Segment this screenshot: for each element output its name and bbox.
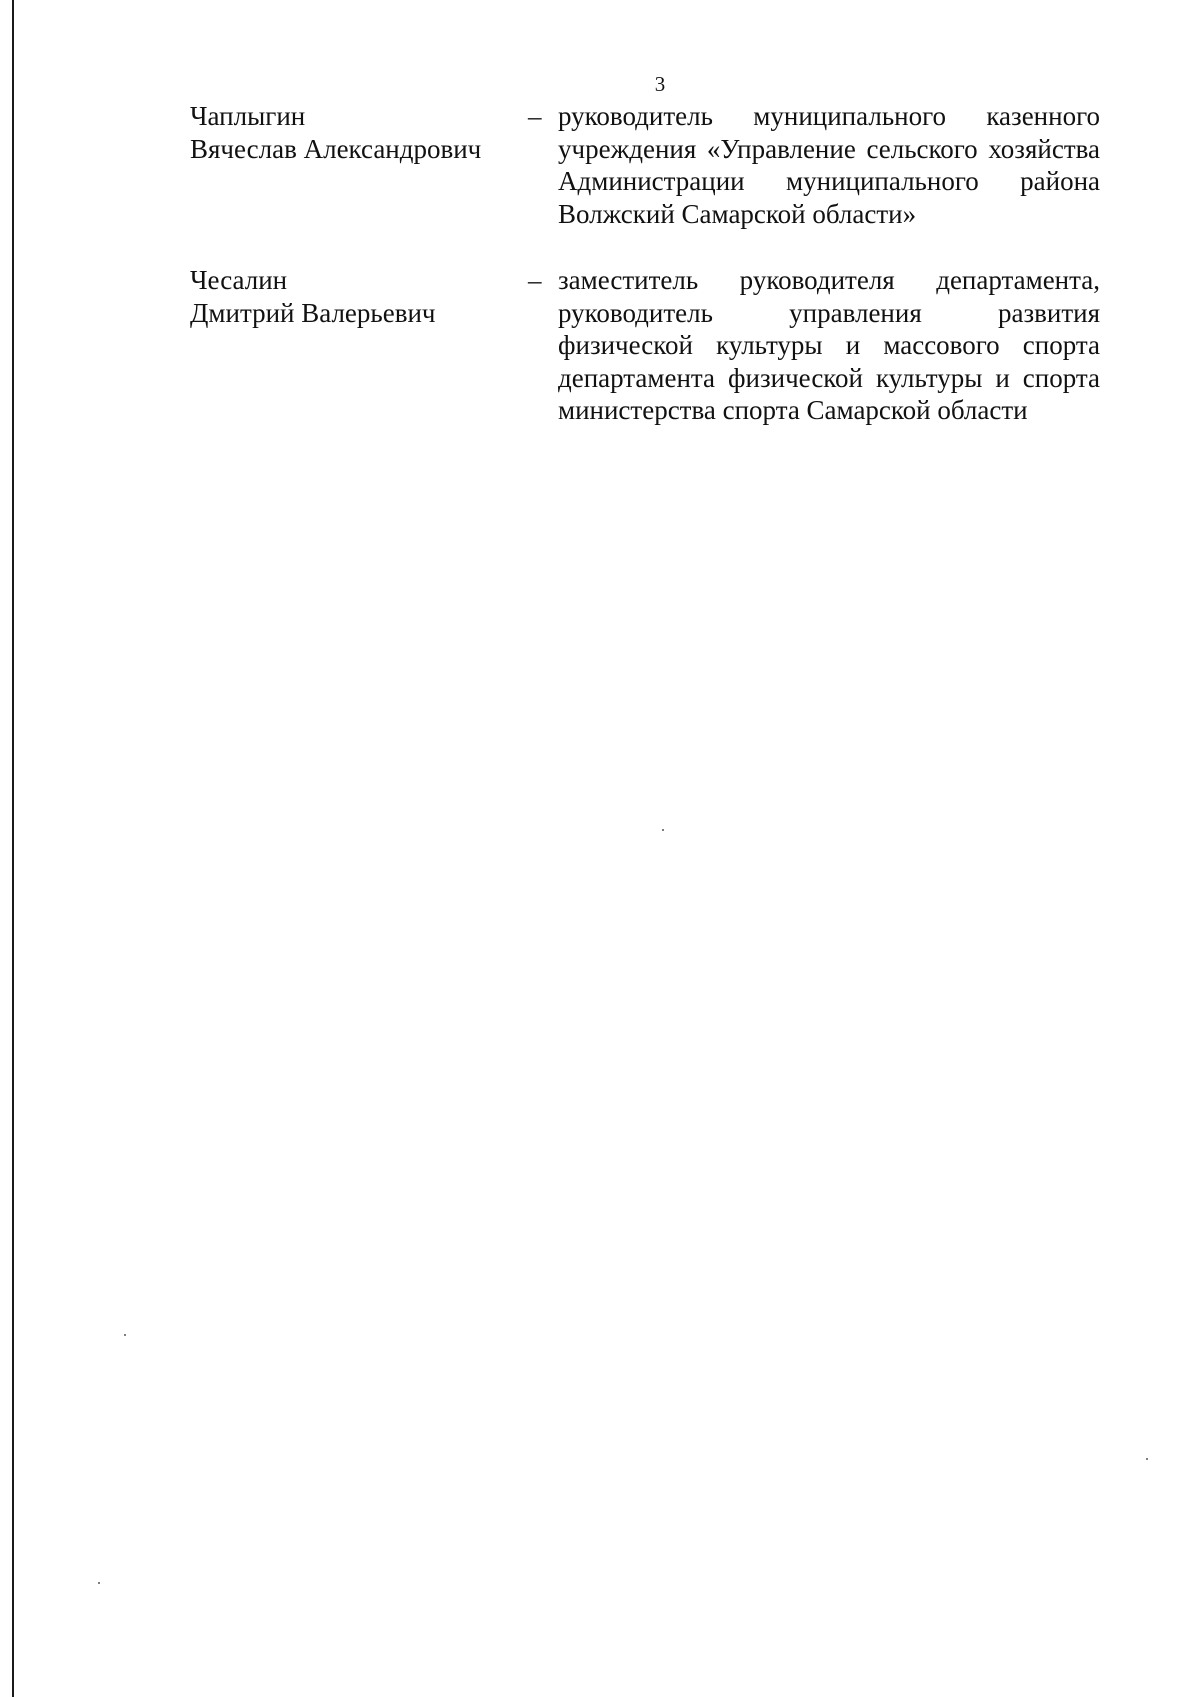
separator-dash: – <box>528 265 542 295</box>
member-surname: Чаплыгин <box>190 101 306 131</box>
scan-speck <box>124 1334 126 1336</box>
scan-border-line <box>12 0 14 1697</box>
scan-speck <box>662 829 664 831</box>
member-position: заместитель руководителя департамента, руководитель управления развития физической культуры и массового спорта департамента физической культуры и спорта министерства спорта Самарской области <box>558 265 1100 425</box>
member-position: руководитель муниципального казенного учреждения «Управление сельского хозяйства Администрации муниципального района Волжский Самарской области» <box>558 101 1100 229</box>
scan-speck <box>1146 1458 1148 1460</box>
separator-dash: – <box>528 101 542 131</box>
member-given-names: Дмитрий Валерьевич <box>190 297 436 328</box>
page-number: 3 <box>654 72 666 96</box>
member-name <box>190 264 520 329</box>
member-given-names: Вячеслав Александрович <box>190 133 482 164</box>
member-name <box>190 100 520 165</box>
member-surname: Чесалин <box>190 265 288 295</box>
scan-speck <box>98 1582 100 1584</box>
